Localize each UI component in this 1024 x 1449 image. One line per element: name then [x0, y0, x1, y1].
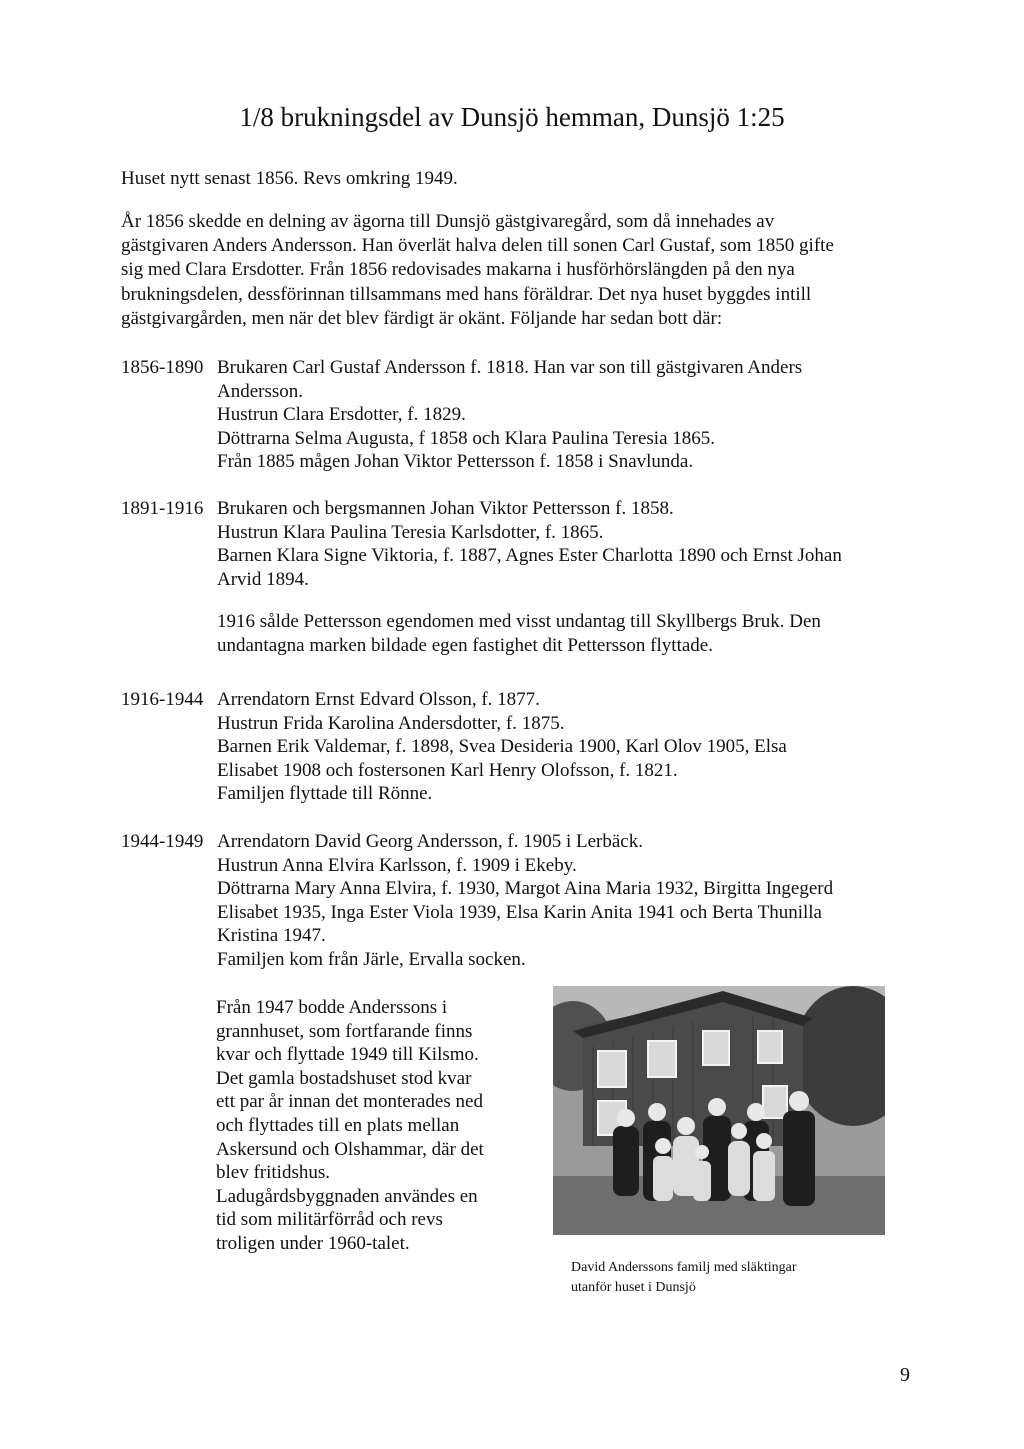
- intro-line: gästgivaren Anders Andersson. Han överlät halva delen till sonen Carl Gustaf, som 1850 gifte: [121, 235, 834, 257]
- period-line: Från 1885 mågen Johan Viktor Pettersson f. 1858 i Snavlunda.: [217, 451, 694, 473]
- period-line: Brukaren och bergsmannen Johan Viktor Pettersson f. 1858.: [217, 498, 674, 519]
- period-entries: [217, 688, 897, 806]
- side-line: grannhuset, som fortfarande finns: [216, 1020, 473, 1042]
- side-line: ett par år innan det monterades ned: [216, 1091, 483, 1113]
- caption-line: David Anderssons familj med släktingar: [571, 1260, 797, 1275]
- period-line: Elisabet 1935, Inga Ester Viola 1939, Elsa Karin Anita 1941 och Berta Thunilla: [217, 901, 822, 923]
- side-line: Från 1947 bodde Anderssons i: [216, 997, 448, 1018]
- period-line: Kristina 1947.: [217, 925, 326, 947]
- side-line: kvar och flyttade 1949 till Kilsmo.: [216, 1044, 479, 1066]
- period-entries: [217, 497, 897, 658]
- period-years: 1944-1949: [121, 831, 204, 852]
- intro-paragraph: [121, 210, 881, 331]
- period-line: Barnen Klara Signe Viktoria, f. 1887, Agnes Ester Charlotta 1890 och Ernst Johan: [217, 545, 842, 567]
- side-line: tid som militärförråd och revs: [216, 1209, 443, 1231]
- period-line: Brukaren Carl Gustaf Andersson f. 1818. Han var son till gästgivaren Anders: [217, 357, 803, 378]
- side-line: Det gamla bostadshuset stod kvar: [216, 1067, 472, 1089]
- period-line: Arrendatorn Ernst Edvard Olsson, f. 1877.: [217, 689, 540, 710]
- side-line: Ladugårdsbyggnaden användes en: [216, 1185, 478, 1207]
- house-history-text: [216, 996, 516, 1256]
- side-line: och flyttades till en plats mellan: [216, 1114, 460, 1136]
- built-note: Huset nytt senast 1856. Revs omkring 1949.: [121, 168, 458, 189]
- photo-illustration: [553, 986, 885, 1235]
- period-line: Arvid 1894.: [217, 568, 309, 590]
- page-title: 1/8 brukningsdel av Dunsjö hemman, Dunsjö 1:25: [239, 102, 785, 132]
- period-years: 1916-1944: [121, 689, 204, 710]
- period-line: Familjen flyttade till Rönne.: [217, 783, 433, 805]
- photo-caption: [571, 1258, 891, 1298]
- period-line: Arrendatorn David Georg Andersson, f. 1905 i Lerbäck.: [217, 831, 643, 852]
- period-line: Andersson.: [217, 380, 304, 402]
- page-number: 9: [900, 1364, 910, 1386]
- intro-line: gästgivargården, men när det blev färdigt är okänt. Följande har sedan bott där:: [121, 307, 723, 329]
- period-line: Barnen Erik Valdemar, f. 1898, Svea Desideria 1900, Karl Olov 1905, Elsa: [217, 736, 787, 758]
- period-line: Hustrun Clara Ersdotter, f. 1829.: [217, 404, 466, 426]
- period-line: Hustrun Frida Karolina Andersdotter, f. 1875.: [217, 712, 565, 734]
- family-photo: [553, 986, 885, 1235]
- side-line: blev fritidshus.: [216, 1162, 330, 1184]
- intro-line: sig med Clara Ersdotter. Från 1856 redovisades makarna i husförhörslängden på den nya: [121, 259, 795, 281]
- caption-line: utanför huset i Dunsjö: [571, 1280, 696, 1295]
- intro-line: brukningsdelen, dessförinnan tillsammans med hans föräldrar. Det nya huset byggdes intill: [121, 283, 812, 305]
- period-entries: [217, 356, 897, 474]
- period-line: Döttrarna Selma Augusta, f 1858 och Klara Paulina Teresia 1865.: [217, 427, 715, 449]
- side-line: troligen under 1960-talet.: [216, 1232, 410, 1254]
- period-line: Elisabet 1908 och fostersonen Karl Henry Olofsson, f. 1821.: [217, 759, 678, 781]
- period-years: 1856-1890: [121, 357, 204, 378]
- sale-note-line: undantagna marken bildade egen fastighet dit Pettersson flyttade.: [217, 634, 713, 656]
- side-line: Askersund och Olshammar, där det: [216, 1138, 484, 1160]
- intro-line: År 1856 skedde en delning av ägorna till Dunsjö gästgivaregård, som då innehades av: [121, 211, 775, 232]
- period-years: 1891-1916: [121, 498, 204, 519]
- period-line: Hustrun Klara Paulina Teresia Karlsdotter, f. 1865.: [217, 521, 604, 543]
- period-line: Familjen kom från Järle, Ervalla socken.: [217, 948, 526, 970]
- period-line: Döttrarna Mary Anna Elvira, f. 1930, Margot Aina Maria 1932, Birgitta Ingegerd: [217, 878, 834, 900]
- sale-note-line: 1916 sålde Pettersson egendomen med visst undantag till Skyllbergs Bruk. Den: [217, 611, 821, 633]
- period-line: Hustrun Anna Elvira Karlsson, f. 1909 i Ekeby.: [217, 854, 577, 876]
- period-entries: [217, 830, 897, 972]
